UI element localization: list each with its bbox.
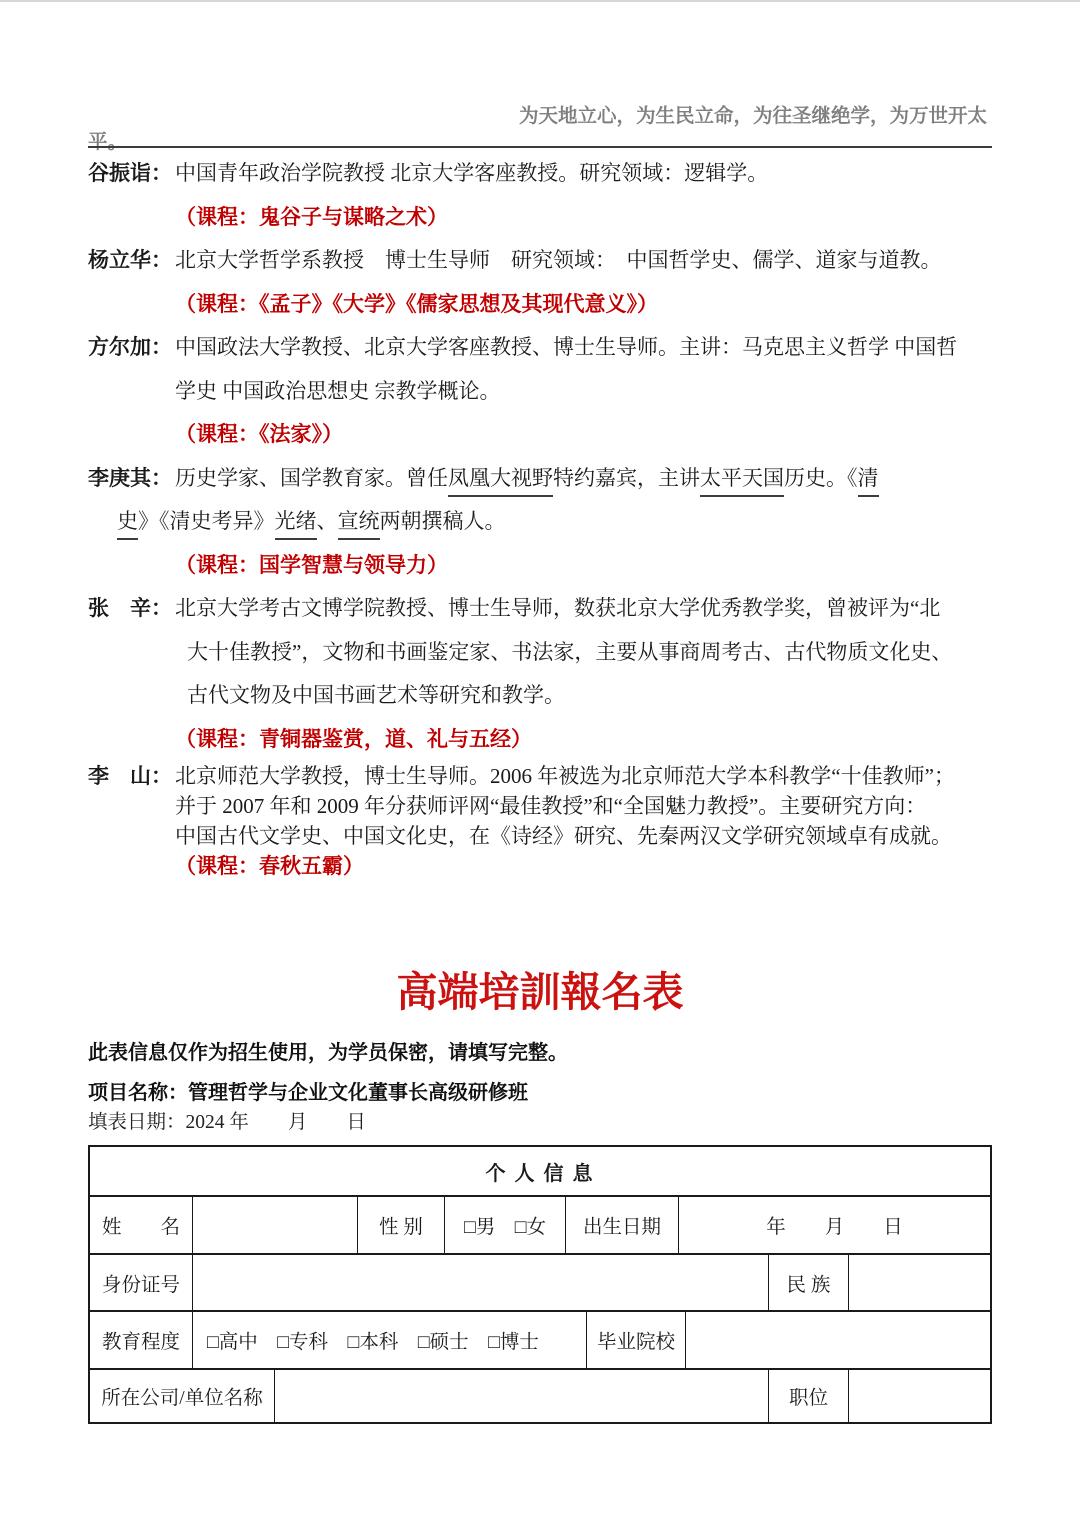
faculty-name: 李 山： [88,764,172,788]
faculty-entry-lishan [88,761,992,881]
education-checkboxes[interactable]: □高中 □专科 □本科 □硕士 □博士 [192,1312,586,1368]
bio-text: 、 [316,509,338,533]
project-value: 管理哲学与企业文化董事长高级研修班 [188,1082,528,1104]
form-title: 高端培訓報名表 [396,969,684,1015]
bio-text: 中国青年政治学院教授 北京大学客座教授。研究领域：逻辑学。 [175,161,769,185]
education-label: 教育程度 [101,1332,180,1353]
bio-line [88,326,992,370]
birth-date-input-cell[interactable]: 年 月 日 [678,1197,990,1253]
bio-text: 特约嘉宾，主讲 [553,465,700,490]
birth-date-label: 出生日期 [565,1197,678,1253]
position-input-cell[interactable] [848,1370,990,1422]
bio-line: 并于 2007 年和 2009 年分获师评网“最佳教授”和“全国魅力教授”。主要研究方向： [175,794,927,818]
bio-text: 北京师范大学教授，博士生导师。2006 年被选为北京师范大学本科教学“十佳教师”； [175,764,955,788]
position-label: 职位 [768,1370,848,1422]
name-input-cell[interactable] [192,1197,357,1253]
proper-noun-underline: 光绪 [275,509,317,540]
name-label: 姓 名 [101,1217,180,1238]
bio-line: 中国古代文学史、中国文化史，在《诗经》研究、先秦两汉文学研究领域卓有成就。 [175,824,952,848]
course-line: （课程：春秋五霸） [175,854,364,878]
section-title: 个 人 信 息 [485,1162,595,1185]
course-line: （课程：青铜器鉴赏，道、礼与五经） [175,726,532,751]
fill-date-line [88,1110,366,1136]
bio-text: 北京大学哲学系教授 博士生导师 研究领域： 中国哲学史、儒学、道家与道教。 [175,248,942,272]
project-name-line [88,1080,528,1106]
faculty-list [88,152,992,881]
faculty-name: 谷振诣： [88,161,172,185]
gender-label: 性 别 [357,1197,444,1253]
faculty-name: 杨立华： [88,248,172,272]
bio-text: 历史学家、国学教育家。曾任 [175,465,448,490]
fill-date-value: 2024 年 月 日 [185,1112,366,1133]
table-row-company-position [90,1368,990,1422]
faculty-name: 方尔加： [88,335,172,359]
proper-noun-underline: 清 [858,466,879,497]
bio-text: 》《清史考异》 [138,509,275,533]
id-number-label: 身份证号 [101,1274,180,1296]
bio-line [88,587,992,631]
header-rule [88,146,992,148]
bio-text: 中国政法大学教授、北京大学客座教授、博士生导师。主讲：马克思主义哲学 中国哲 [175,335,958,359]
faculty-name: 张 辛： [88,596,172,620]
header-quote-line2: 平。 [88,131,128,153]
course-line: （课程：《法家》） [175,422,343,446]
table-row-id-ethnicity [90,1253,990,1310]
company-input-cell[interactable] [274,1370,768,1422]
ethnicity-input-cell[interactable] [848,1255,990,1310]
proper-noun-underline: 史 [117,509,138,540]
table-row-education-school [90,1310,990,1368]
faculty-entry-yanglihua [88,239,992,326]
bio-text: 北京大学考古文博学院教授、博士生导师，数获北京大学优秀教学奖，曾被评为“北 [175,596,941,620]
id-number-input-cell[interactable] [192,1255,768,1310]
school-label: 毕业院校 [586,1312,685,1368]
table-row-name-gender-birth [90,1195,990,1253]
proper-noun-underline: 太平天国 [700,466,784,497]
proper-noun-underline: 凤凰大视野 [448,466,553,497]
fill-date-label: 填表日期： [88,1112,186,1133]
faculty-entry-fangerjia [88,326,992,457]
table-section-header-row [90,1147,990,1195]
course-line: （课程：鬼谷子与谋略之术） [175,204,448,229]
course-line: （课程：《孟子》《大学》《儒家思想及其现代意义》） [175,291,658,316]
bio-line [88,457,992,501]
bio-line [88,239,992,283]
faculty-name: 李庚其： [88,465,172,490]
proper-noun-underline: 宣统 [338,509,380,540]
bio-line: 大十佳教授”，文物和书画鉴定家、书法家，主要从事商周考古、古代物质文化史、 [187,639,953,664]
faculty-entry-zhangxin [88,587,992,761]
bio-line [88,761,992,791]
company-label: 所在公司/单位名称 [101,1388,263,1409]
bio-line [117,500,992,544]
course-line: （课程：国学智慧与领导力） [175,552,448,577]
page-top-edge [0,0,1080,2]
confidentiality-notice: 此表信息仅作为招生使用，为学员保密，请填写完整。 [88,1042,568,1064]
bio-line [88,152,992,196]
bio-text: 两朝撰稿人。 [379,509,506,533]
faculty-entry-ligengqi [88,457,992,588]
faculty-entry-guzhenyi [88,152,992,239]
ethnicity-label: 民 族 [768,1255,848,1310]
personal-info-table [88,1145,992,1424]
bio-line: 古代文物及中国书画艺术等研究和教学。 [187,683,565,707]
header-quote-line1: 为天地立心，为生民立命，为往圣继绝学，为万世开太 [519,105,988,127]
bio-text: 历史。《 [784,465,858,490]
gender-checkboxes[interactable]: □男 □女 [444,1197,565,1253]
project-label: 项目名称： [88,1082,188,1104]
bio-line: 学史 中国政治思想史 宗教学概论。 [175,378,501,403]
faculty-block [88,152,992,761]
school-input-cell[interactable] [685,1312,990,1368]
